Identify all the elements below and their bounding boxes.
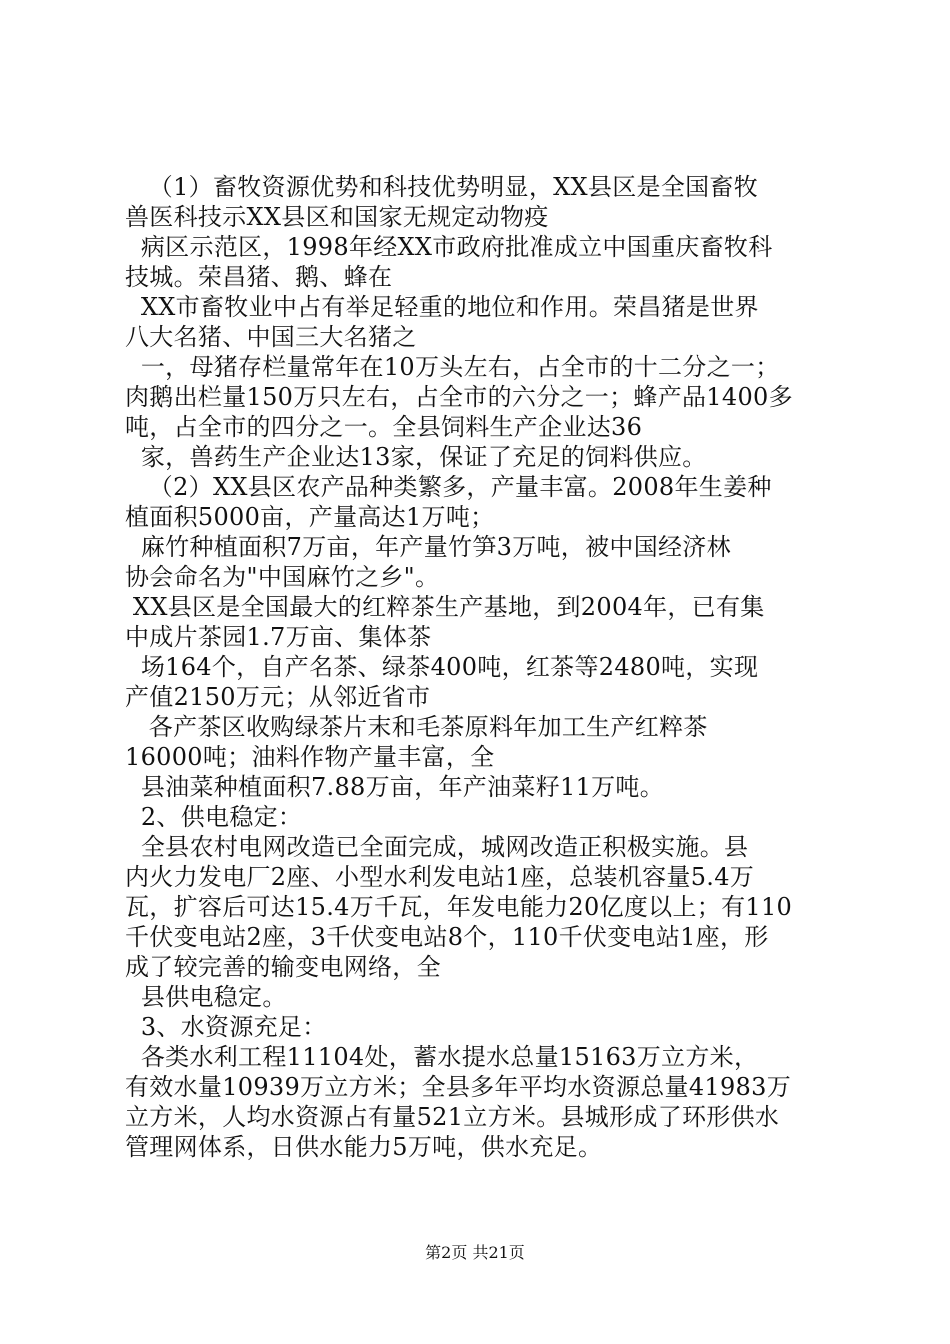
text-line: 产值2150万元；从邻近省市 [125,683,431,711]
text-line: 协会命名为"中国麻竹之乡"。 [125,563,440,591]
text-line: XX县区是全国最大的红粹茶生产基地，到2004年，已有集 [125,593,765,621]
document-body [125,172,845,1162]
text-line: 瓦，扩容后可达15.4万千瓦，年发电能力20亿度以上；有110 [125,893,793,921]
text-line: （2）XX县区农产品种类繁多，产量丰富。2008年生姜种 [125,473,772,501]
text-line: 一，母猪存栏量常年在10万头左右，占全市的十二分之一； [125,353,780,381]
text-line: 兽医科技示XX县区和国家无规定动物疫 [125,203,549,231]
text-line: 肉鹅出栏量150万只左右，占全市的六分之一；蜂产品1400多 [125,383,793,411]
text-line: 病区示范区，1998年经XX市政府批准成立中国重庆畜牧科 [125,233,773,261]
text-line: 各类水利工程11104处，蓄水提水总量15163万立方米， [125,1043,759,1071]
page-footer [0,1243,950,1263]
text-line: 成了较完善的输变电网络，全 [125,953,441,981]
text-line: 家，兽药生产企业达13家，保证了充足的饲料供应。 [125,443,707,471]
text-line: 中成片茶园1.7万亩、集体茶 [125,623,432,651]
text-line: 2、供电稳定： [125,803,303,831]
text-line: 3、水资源充足： [125,1013,327,1041]
page-number-label: 第2页 共21页 [425,1243,525,1262]
text-line: 立方米，人均水资源占有量521立方米。县城形成了环形供水 [125,1103,780,1131]
text-line: XX市畜牧业中占有举足轻重的地位和作用。荣昌猪是世界 [125,293,759,321]
text-line: 技城。荣昌猪、鹅、蜂在 [125,263,393,291]
text-line: 千伏变电站2座，3千伏变电站8个，110千伏变电站1座，形 [125,923,769,951]
text-line: 县供电稳定。 [125,983,287,1011]
text-line: 八大名猪、中国三大名猪之 [125,323,417,351]
text-line: 16000吨；油料作物产量丰富，全 [125,743,495,771]
text-line: 各产茶区收购绿茶片末和毛茶原料年加工生产红粹茶 [125,713,708,741]
text-line: 场164个，自产名茶、绿茶400吨，红茶等2480吨，实现 [125,653,759,681]
text-line: 吨，占全市的四分之一。全县饲料生产企业达36 [125,413,643,441]
text-line: 麻竹种植面积7万亩，年产量竹笋3万吨，被中国经济林 [125,533,731,561]
text-line: 管理网体系，日供水能力5万吨，供水充足。 [125,1133,603,1161]
text-line: （1）畜牧资源优势和科技优势明显，XX县区是全国畜牧 [125,173,759,201]
text-line: 县油菜种植面积7.88万亩，年产油菜籽11万吨。 [125,773,665,801]
text-line: 植面积5000亩，产量高达1万吨； [125,503,495,531]
text-line: 内火力发电厂2座、小型水利发电站1座，总装机容量5.4万 [125,863,755,891]
text-line: 有效水量10939万立方米；全县多年平均水资源总量41983万 [125,1073,791,1101]
text-line: 全县农村电网改造已全面完成，城网改造正积极实施。县 [125,833,749,861]
